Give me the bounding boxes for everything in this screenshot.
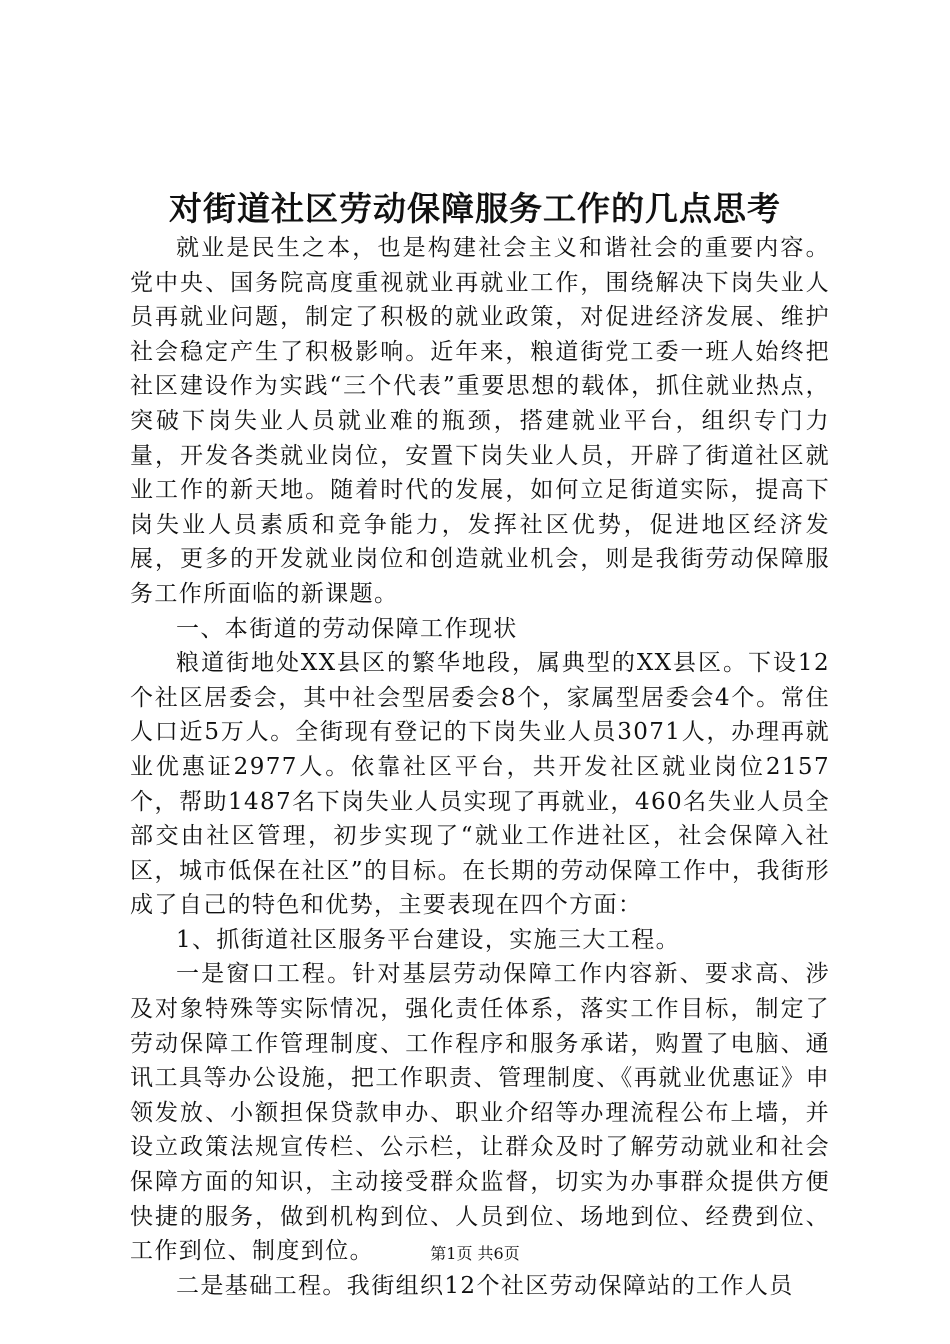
document-body [130,231,830,1303]
paragraph-foundation-project: 二是基础工程。我街组织12个社区劳动保障站的工作人员 [176,1272,794,1299]
paragraph-intro: 就业是民生之本，也是构建社会主义和谐社会的重要内容。党中央、国务院高度重视就业再就业工作，围绕解决下岗失业人员再就业问题，制定了积极的就业政策，对促进经济发展、维护社会稳定产生了积极影响。近年来，粮道街党工委一班人始终把社区建设作为实践“三个代表”重要思想的载体，抓住就业热点，突破下岗失业人员就业难的瓶颈，搭建就业平台，组织专门力量，开发各类就业岗位，安置下岗失业人员，开辟了街道社区就业工作的新天地。随着时代的发展，如何立足街道实际，提高下岗失业人员素质和竞争能力，发挥社区优势，促进地区经济发展，更多的开发就业岗位和创造就业机会，则是我街劳动保障服务工作所面临的新课题。 [130,235,830,607]
subsection-heading-service-platform: 1、抓街道社区服务平台建设，实施三大工程。 [176,926,681,953]
paragraph-street-overview: 粮道街地处XX县区的繁华地段，属典型的XX县区。下设12个社区居委会，其中社会型居委会8个，家属型居委会4个。常住人口近5万人。全街现有登记的下岗失业人员3071人，办理再就业优惠证2977人。依靠社区平台，共开发社区就业岗位2157个，帮助1487名下岗失业人员实现了再就业，460名失业人员全部交由社区管理，初步实现了“就业工作进社区，社会保障入社区，城市低保在社区”的目标。在长期的劳动保障工作中，我街形成了自己的特色和优势，主要表现在四个方面： [130,650,830,919]
section-heading-current-status: 一、本街道的劳动保障工作现状 [176,615,518,642]
paragraph-window-project: 一是窗口工程。针对基层劳动保障工作内容新、要求高、涉及对象特殊等实际情况，强化责任体系，落实工作目标，制定了劳动保障工作管理制度、工作程序和服务承诺，购置了电脑、通讯工具等办公设施，把工作职责、管理制度、《再就业优惠证》申领发放、小额担保贷款申办、职业介绍等办理流程公布上墙，并设立政策法规宣传栏、公示栏，让群众及时了解劳动就业和社会保障方面的知识，主动接受群众监督，切实为办事群众提供方便快捷的服务，做到机构到位、人员到位、场地到位、经费到位、工作到位、制度到位。 [130,961,830,1265]
document-title: 对街道社区劳动保障服务工作的几点思考 [169,189,781,228]
page-number-footer: 第1页 共6页 [430,1244,520,1263]
